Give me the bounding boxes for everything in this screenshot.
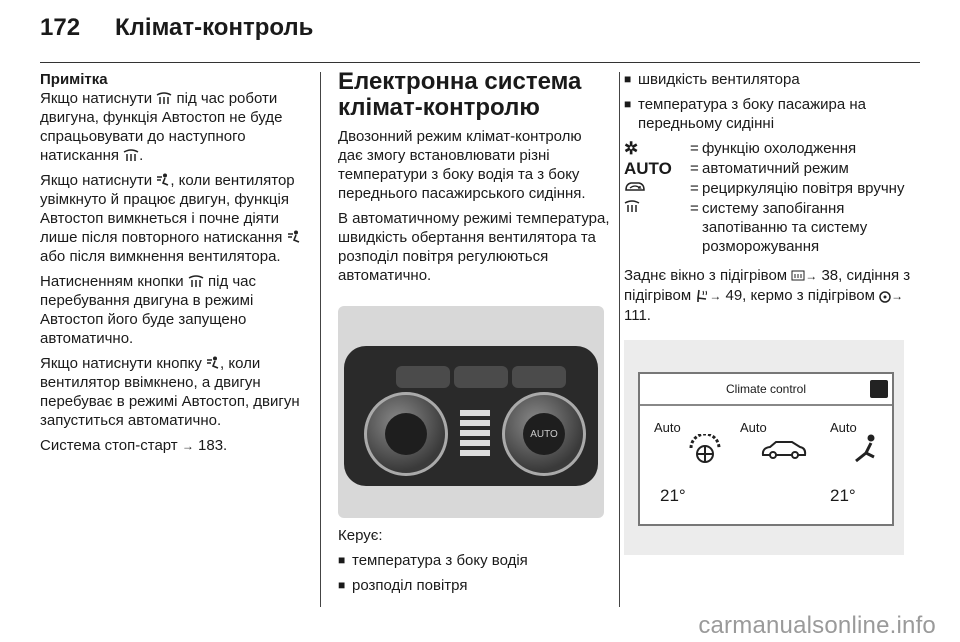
note-title: Примітка [40,71,108,88]
air-distribution-icon [206,356,220,371]
fan-level-bar [460,410,490,416]
panel-button [396,366,450,388]
defrost-icon [188,275,204,289]
header-divider [40,62,920,63]
text: під час перебування двигуна в режимі Автостоп його буде запущено автоматично. [40,273,257,347]
text: 111. [624,307,651,324]
cooling-icon [624,139,690,158]
passenger-temperature-knob [502,392,586,476]
note-block [40,70,306,165]
text: автоматичний режим [702,160,849,177]
list-item [338,576,610,595]
control-panel-photo [338,306,604,518]
text: , коли вентилятор увімкнуто й працює двигун, функція Автостоп вимкнеться і почне діяти лише після повторного натискання [40,172,295,246]
text: систему запобігання запотіванню та систему розморожування [702,200,868,255]
controls-label: Керує: [338,527,383,544]
text: Заднє вікно з підігрівом [624,267,792,284]
passenger-temperature: 21° [830,486,856,505]
fan-icon [688,434,722,464]
text: Система стоп-старт [40,437,182,454]
air-distribution-icon [156,173,170,188]
text: функцію охолодження [702,140,857,157]
paragraph [40,272,306,348]
steering-wheel-heating-icon [879,291,891,303]
fan-level-bar [460,450,490,456]
heated-features-paragraph [624,266,916,325]
defrost-icon [156,92,172,106]
text: температура з боку пасажира на передньому сидінні [638,96,866,132]
text: Якщо натиснути [40,172,157,189]
legend-row-defog [624,199,916,256]
knob-center [385,413,427,455]
defrost-icon [624,199,690,256]
auto-button-label: AUTO [523,413,565,455]
recirculation-icon [624,179,690,198]
auto-icon [624,159,690,178]
text: Якщо натиснути [40,90,157,107]
eq: = [690,160,699,177]
paragraph: В автоматичному режимі температура, швидкість обертання вентилятора та розподіл повітря регулюються автоматично. [338,210,610,284]
text: 183. [193,437,228,454]
fan-auto-label: Auto [654,420,681,435]
text: рециркуляцію повітря вручну [702,180,905,197]
bullet-icon: ■ [338,553,346,567]
symbol: ✲ [624,139,639,158]
page-header [40,8,313,48]
control-panel [344,346,598,486]
legend-row-recirculation [624,179,916,198]
bullet-icon: ■ [624,97,632,111]
reference-arrow-icon: → [805,269,818,283]
text: або після вимкнення вентилятора. [40,248,281,265]
paragraph [40,171,306,266]
seat-heating-icon [695,289,709,303]
text: 38, сидіння з підігрівом [624,267,911,304]
text: під час роботи двигуна, функція Автостоп не буде спрацьовувати до наступного натискання [40,90,283,164]
distribution-auto-label: Auto [740,420,767,435]
section-title: Електронна система клімат-контролю [338,68,582,121]
rear-window-heating-icon [791,270,805,283]
column-left [40,70,306,462]
cross-reference[interactable] [40,436,306,456]
legend-row-auto [624,159,916,178]
eq: = [690,180,699,197]
eq: = [690,200,699,217]
driver-temperature: 21° [660,486,686,505]
text: швидкість вентилятора [638,71,800,88]
fan-level-bar [460,430,490,436]
settings-gear-icon [870,380,888,398]
column-divider [320,72,321,607]
list-item [624,70,916,89]
eq: = [690,140,699,157]
reference-arrow-icon: → [891,289,904,303]
reference-arrow-icon: → [181,439,194,453]
paragraph [40,354,306,430]
paragraph: Двозонний режим клімат-контролю дає змогу встановлювати різні температури з боку водія та з боку переднього пасажирського сидіння. [338,128,586,202]
symbol: AUTO [624,159,672,178]
text: розподіл повітря [352,577,468,594]
legend-row-cooling [624,139,916,158]
display-title: Climate control [725,382,807,396]
panel-button [512,366,566,388]
text: Якщо натиснути кнопку [40,355,207,372]
driver-temperature-knob [364,392,448,476]
seat-air-icon [852,434,878,464]
text: Натисненням кнопки [40,273,188,290]
page-number: 172 [40,14,81,41]
bullet-icon: ■ [338,578,346,592]
controls-list [338,526,610,601]
list-item [338,551,610,570]
reference-arrow-icon: → [709,289,722,303]
climate-display [638,372,894,526]
page-title: Клімат-контроль [115,14,314,41]
defrost-icon [123,149,139,163]
fan-level-bar [460,440,490,446]
text: температура з боку водія [352,552,528,569]
list-item [624,95,916,133]
car-icon [760,438,808,460]
text: 49, кермо з підігрівом [721,287,880,304]
fan-level-bar [460,420,490,426]
air-distribution-icon [287,230,301,245]
bullet-icon: ■ [624,72,632,86]
text: , коли вентилятор ввімкнено, а двигун перебуває в режимі Автостоп, двигун запуститься автоматично. [40,355,300,429]
column-middle [338,70,610,291]
column-right [624,70,916,331]
seat-auto-label: Auto [830,420,857,435]
column-divider [619,72,620,607]
text: . [139,147,144,164]
watermark: carmanualsonline.info [698,612,936,639]
panel-button [454,366,508,388]
